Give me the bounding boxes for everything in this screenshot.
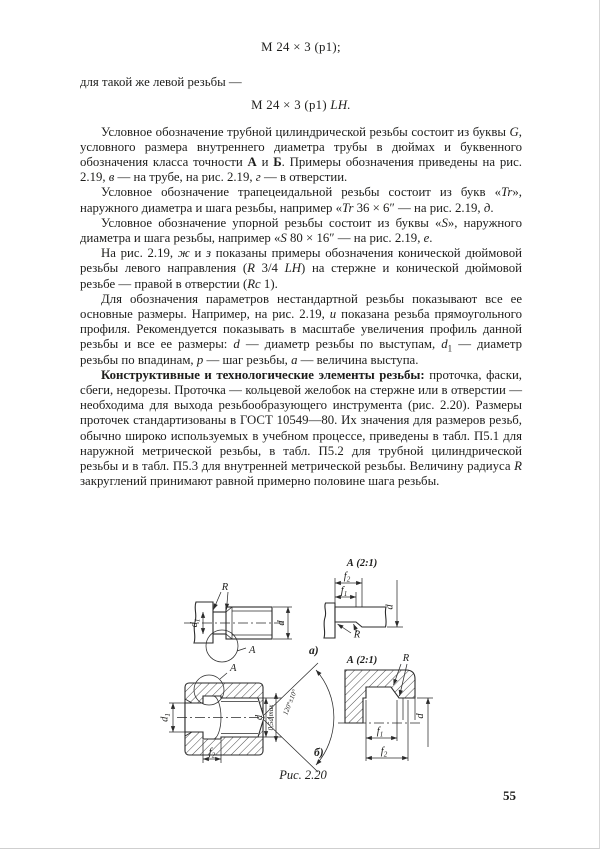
dim-label-r: R <box>353 629 361 641</box>
subfigure-label-a: а) <box>309 645 319 657</box>
formula-m24 <box>80 40 522 55</box>
dim-label-d1: $d_1$ <box>159 713 172 722</box>
subfigure-label-b: б) <box>314 747 324 759</box>
dim-label-r: R <box>402 653 410 664</box>
paragraph-nonstandard-thread: Для обозначения параметров нестандартной резьбы показывают все ее основные размеры. Например, на рис. 2.19, и показана резьба прямоугольного профиля. Рекомендуется показывать в масштабе увеличения профиль данной резьбы и все ее размеры: d — диаметр резьбы по выступам, $d_1$ — диаметр резьбы по впадинам, р — шаг резьбы, а — величина выступа. <box>80 291 522 367</box>
dim-label-f2: $f_2$ <box>343 571 351 584</box>
dim-label-r: R <box>221 582 229 593</box>
subfigure-a-main-view <box>184 582 292 662</box>
figure-2-20 <box>0 550 600 810</box>
detail-marker-a: А <box>249 645 256 656</box>
detail-marker-a: А <box>230 663 237 674</box>
formula-m24-lh: М 24 × 3 (р1) LH. <box>251 98 351 113</box>
dim-label-d: d <box>384 604 396 610</box>
detail-title-a: А (2:1) <box>346 558 378 569</box>
detail-title-b: А (2:1) <box>346 655 378 666</box>
subfigure-b-main-view <box>160 663 334 772</box>
paragraph-conical-thread: На рис. 2.19, ж и з показаны примеры обозначения конической дюймовой резьбы левого направления (R 3/4 LH) на стержне и конической дюймовой резьбе — правой в отверстии (Rc 1). <box>80 246 522 291</box>
dim-label-f1: $f_1$ <box>376 726 384 739</box>
page-number: 55 <box>503 788 516 803</box>
dim-label-d1: $d_1$ <box>189 618 202 628</box>
line-left-thread: для такой же левой резьбы — <box>80 75 242 90</box>
paragraph-buttress-thread: Условное обозначение упорной резьбы состоит из буквы «S», наружного диаметра и шага резьбы, например «S 80 × 16″ — на рис. 2.19, е. <box>80 215 523 246</box>
dim-label-f2: $f_2$ <box>380 746 388 759</box>
figure-caption: Рис. 2.20 <box>279 768 327 782</box>
dim-label-angle: 120°±10° <box>281 688 299 717</box>
dim-label-d: d <box>276 620 287 626</box>
paragraph-pipe-thread: Условное обозначение трубной цилиндрической резьбы состоит из буквы G, условного размера внутреннего диаметра трубы в дюймах и буквенного обозначения класса точности А и Б. Примеры обозначения приведены на рис. 2.19, в — на трубе, на рис. 2.19, г — в отверстии. <box>80 124 522 185</box>
dim-label-d: d <box>254 714 265 721</box>
paragraph-trapezoidal-thread: Условное обозначение трапецеидальной резьбы состоит из букв «Tr», наружного диаметра и шага резьбы, например «Tr 36 × 6″ — на рис. 2.19, д. <box>80 185 522 215</box>
formula-text: М 24 × 3 (р1); <box>261 40 341 54</box>
dim-label-depth-max: 0,5d max <box>267 704 275 731</box>
detail-circle-a <box>206 630 238 662</box>
paragraph-design-elements: Конструктивные и технологические элементы резьбы: проточка, фаски, сбеги, недорезы. Проточка — кольцевой желобок на стержне или в отверстии — необходима для выхода резьбообразующего инструмента (рис. 2.20). Размеры проточек стандартизованы в ГОСТ 10549—80. Их значения для размеров резьб, обычно широко используемых в учебном процессе, приведены в табл. П5.1 для наружной метрической резьбы, в табл. П5.2 для трубной цилиндрической резьбы и в табл. П5.3 для внутренней метрической резьбы. Величину радиуса R закруглений принимают равной примерно половине шага резьбы. <box>80 367 522 489</box>
subfigure-a-detail <box>324 558 403 641</box>
subfigure-b-detail <box>338 653 433 761</box>
text-column <box>80 40 522 489</box>
dim-label-d: d <box>415 713 426 719</box>
dim-label-f1: $f_1$ <box>340 585 348 598</box>
dim-label-f2: $f_2$ <box>208 747 216 760</box>
